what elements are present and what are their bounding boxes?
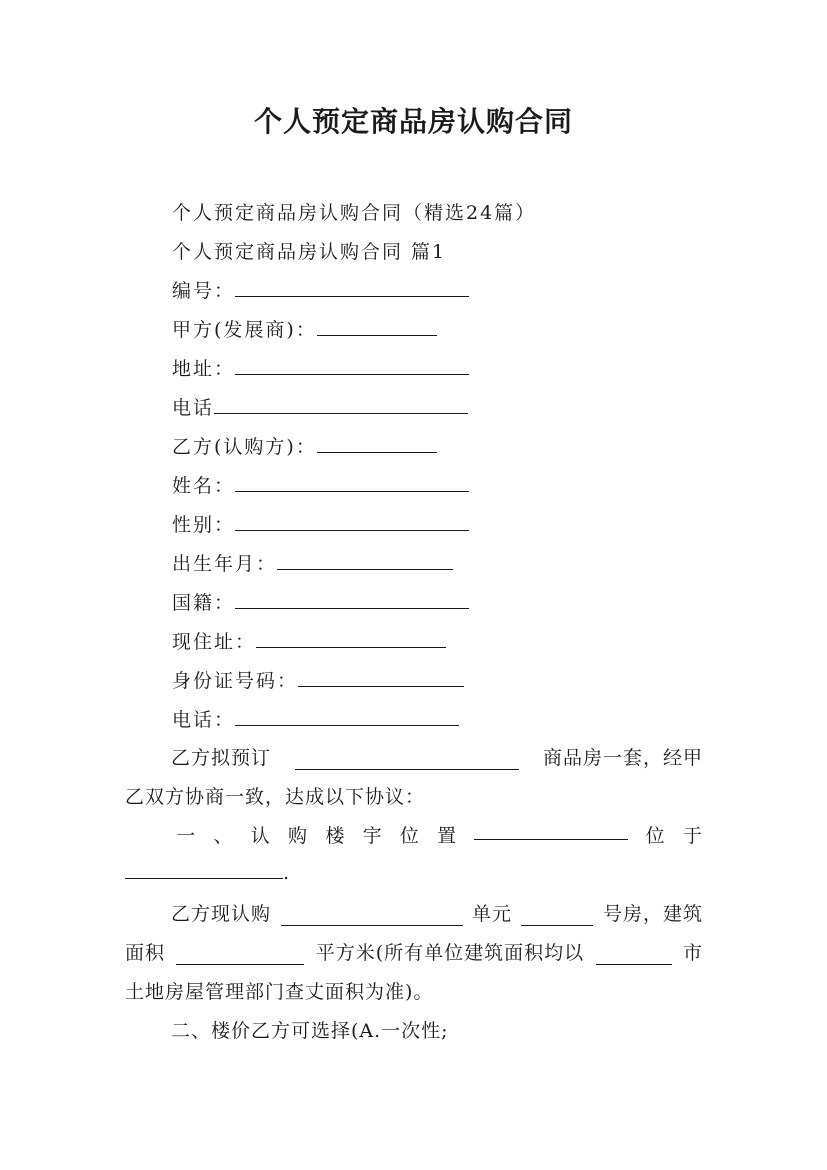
- para2-blank-2: [125, 860, 283, 879]
- para3-blank-4: [596, 946, 672, 965]
- address-label: 地址：: [172, 358, 236, 380]
- para3-text-b: 单元: [471, 903, 512, 925]
- name-blank: [235, 473, 469, 492]
- id-number-label: 身份证号码：: [172, 670, 299, 692]
- para2-line1: [125, 821, 703, 848]
- para1-line2: 乙双方协商一致，达成以下协议：: [125, 786, 426, 808]
- party-b-field: [172, 432, 437, 459]
- gender-label: 性别：: [172, 514, 236, 536]
- name-label: 姓名：: [172, 475, 236, 497]
- para2-char: 购: [288, 825, 309, 847]
- party-b-label: 乙方(认购方)：: [172, 436, 317, 458]
- name-field: [172, 471, 469, 498]
- para2-char: 位: [399, 825, 420, 847]
- para3-text-c: 号房，建筑: [602, 903, 703, 925]
- para3-text-d: 面积: [125, 942, 166, 964]
- party-b-blank: [317, 434, 437, 453]
- id-number-blank: [298, 668, 464, 687]
- address-field: [172, 354, 469, 381]
- para2-char: 一: [176, 825, 197, 847]
- party-a-blank: [317, 317, 437, 336]
- number-label: 编号：: [172, 280, 236, 302]
- phone-b-field: [172, 705, 459, 732]
- para3-line2: [125, 938, 703, 965]
- para2-char: 认: [250, 825, 271, 847]
- para1-text-a: 乙方拟预订: [171, 747, 272, 769]
- para3-line1: [125, 899, 703, 926]
- subtitle-line: 个人预定商品房认购合同（精选24篇）: [172, 202, 537, 224]
- para3-blank-3: [176, 946, 304, 965]
- current-address-field: [172, 627, 446, 654]
- number-blank: [235, 278, 469, 297]
- para2-char: 于: [682, 825, 703, 847]
- para2-end: .: [283, 862, 291, 884]
- party-a-field: [172, 315, 437, 342]
- gender-blank: [235, 512, 469, 531]
- page-title: 个人预定商品房认购合同: [253, 105, 573, 138]
- para2-char: 宇: [362, 825, 383, 847]
- para2-char: 、: [213, 825, 234, 847]
- phone-b-blank: [235, 707, 459, 726]
- current-address-blank: [256, 629, 446, 648]
- para3-text-a: 乙方现认购: [171, 903, 272, 925]
- gender-field: [172, 510, 469, 537]
- para4-line1: [125, 1016, 703, 1043]
- phone-a-label: 电话: [172, 397, 215, 419]
- para1-line1: [125, 743, 703, 770]
- birth-label: 出生年月：: [172, 553, 278, 575]
- phone-a-blank: [214, 395, 468, 414]
- para1-text-b: 商品房一套，经甲: [542, 747, 703, 769]
- para2-char: 位: [645, 825, 666, 847]
- para3-text-e: 平方米(所有单位建筑面积均以: [315, 942, 585, 964]
- phone-a-field: [172, 393, 468, 420]
- birth-blank: [277, 551, 453, 570]
- para4-text: 二、楼价乙方可选择(A.一次性;: [171, 1020, 449, 1042]
- para3-line3: 土地房屋管理部门查丈面积为准)。: [125, 981, 434, 1003]
- para3-blank-2: [521, 907, 593, 926]
- id-number-field: [172, 666, 464, 693]
- party-a-label: 甲方(发展商)：: [172, 319, 317, 341]
- para3-blank-1: [281, 907, 463, 926]
- address-blank: [235, 356, 469, 375]
- number-field: [172, 276, 469, 303]
- para2-char: 置: [437, 825, 458, 847]
- para2-blank: [474, 821, 628, 840]
- nationality-blank: [235, 590, 469, 609]
- para1-blank: [295, 751, 519, 770]
- current-address-label: 现住址：: [172, 631, 257, 653]
- section-heading: 个人预定商品房认购合同 篇1: [172, 241, 447, 263]
- birth-field: [172, 549, 453, 576]
- para2-line2: [125, 860, 703, 884]
- phone-b-label: 电话：: [172, 709, 236, 731]
- nationality-label: 国籍：: [172, 592, 236, 614]
- para2-char: 楼: [325, 825, 346, 847]
- nationality-field: [172, 588, 469, 615]
- para3-text-f: 市: [682, 942, 703, 964]
